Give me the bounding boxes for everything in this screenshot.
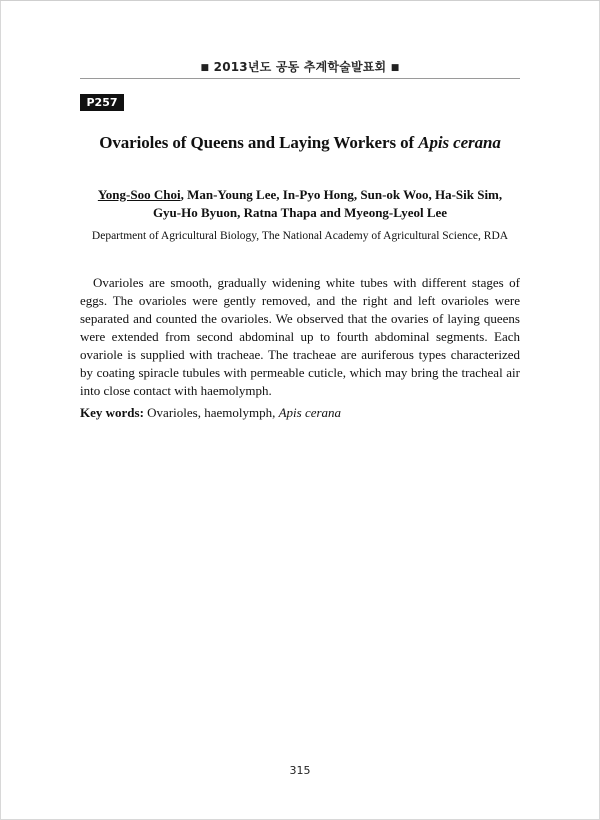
keywords <box>80 404 520 422</box>
affiliation: Department of Agricultural Biology, The National Academy of Agricultural Science, RDA <box>91 230 509 242</box>
authors-line-2: Gyu-Ho Byuon, Ratna Thapa and Myeong-Lyeol Lee <box>152 205 448 220</box>
page-number: 315 <box>289 764 311 777</box>
title-text: Ovarioles of Queens and Laying Workers of <box>99 133 419 152</box>
keywords-species: Apis cerana <box>278 405 342 420</box>
presenting-author: Yong-Soo Choi <box>97 187 181 202</box>
keywords-label: Key words: <box>80 405 144 420</box>
keywords-text: Ovarioles, haemolymph, <box>143 405 279 420</box>
header-divider <box>80 78 520 79</box>
header-square-right-icon: ■ <box>390 63 400 73</box>
header-square-left-icon: ■ <box>200 63 210 73</box>
author-list <box>80 186 520 222</box>
header-title: 2013년도 공동 추계학술발표회 <box>213 60 387 74</box>
paper-title <box>80 133 520 153</box>
page-border-left <box>0 0 1 820</box>
running-header <box>80 58 520 75</box>
title-species: Apis cerana <box>418 133 501 152</box>
page-border-top <box>0 0 600 9</box>
paper-id-badge: P257 <box>80 94 124 111</box>
abstract-paragraph: Ovarioles are smooth, gradually widening white tubes with different stages of eggs. The ovarioles were gently removed, and the right and left ovarioles were separated and counted the ovarioles. We observed that the ovaries of laying queens were extended from second abdominal up to fourth abdominal segments. Each ovariole is supplied with tracheae. The tracheae are auriferous types characterized by coating spiracle tubules with permeable cuticle, which may bring the tracheal air into close contact with haemolymph. <box>80 275 520 398</box>
authors-line-1: , Man-Young Lee, In-Pyo Hong, Sun-ok Woo, Ha-Sik Sim, <box>180 187 503 202</box>
